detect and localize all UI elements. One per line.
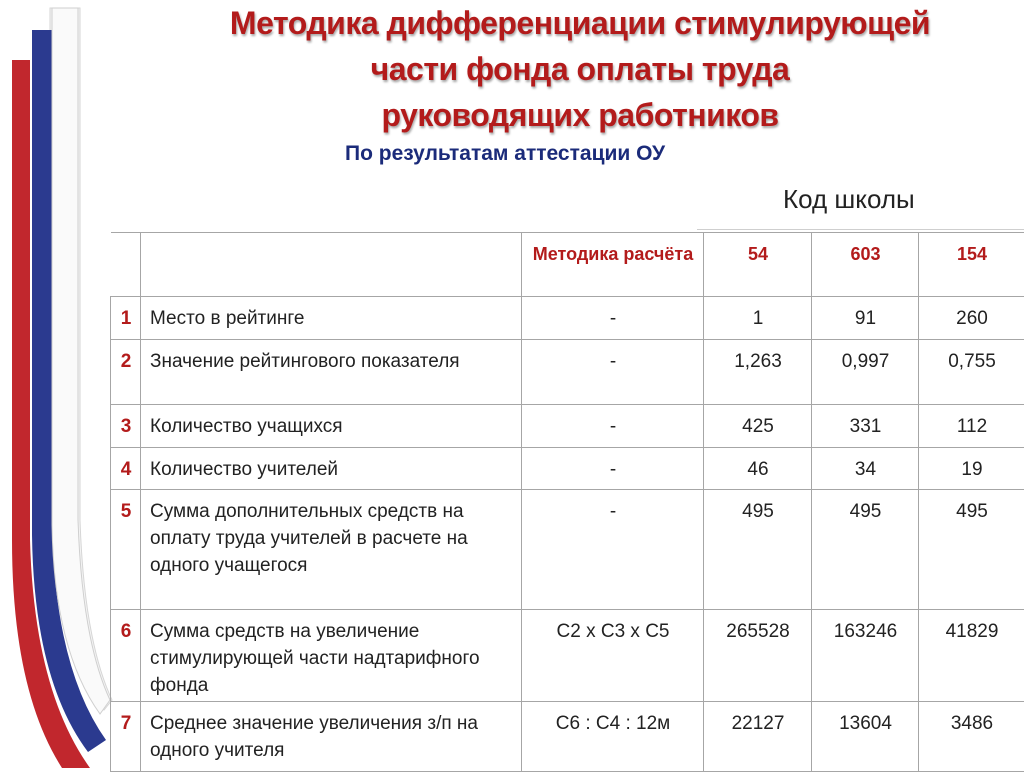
row-label: Сумма дополнительных средств на оплату труда учителей в расчете на одного учащегося (141, 490, 522, 610)
row-method: - (522, 490, 704, 610)
header-blank (141, 233, 522, 297)
row-number: 2 (111, 340, 141, 405)
row-value-3: 41829 (919, 610, 1024, 702)
row-value-2: 163246 (812, 610, 919, 702)
row-value-2: 495 (812, 490, 919, 610)
row-method: - (522, 297, 704, 340)
row-method: - (522, 405, 704, 448)
row-value-2: 34 (812, 448, 919, 490)
table-row (111, 297, 1024, 340)
row-method: С6 : С4 : 12м (522, 702, 704, 772)
row-method: - (522, 448, 704, 490)
row-value-1: 1 (704, 297, 812, 340)
title-line-2: части фонда оплаты труда (140, 46, 1020, 92)
row-method: - (522, 340, 704, 405)
row-label: Среднее значение увеличения з/п на одного учителя (141, 702, 522, 772)
row-number: 6 (111, 610, 141, 702)
table-row (111, 610, 1024, 702)
row-value-3: 3486 (919, 702, 1024, 772)
row-number: 7 (111, 702, 141, 772)
data-table (110, 232, 1024, 772)
school-code-underline (697, 229, 1024, 230)
header-school-1: 54 (704, 233, 812, 297)
row-value-3: 260 (919, 297, 1024, 340)
header-school-3: 154 (919, 233, 1024, 297)
header-method: Методика расчёта (522, 233, 704, 297)
row-label: Количество учащихся (141, 405, 522, 448)
row-method: С2 х С3 х С5 (522, 610, 704, 702)
table-row (111, 448, 1024, 490)
row-number: 4 (111, 448, 141, 490)
row-value-1: 495 (704, 490, 812, 610)
row-number: 5 (111, 490, 141, 610)
row-label: Значение рейтингового показателя (141, 340, 522, 405)
row-label: Место в рейтинге (141, 297, 522, 340)
row-number: 1 (111, 297, 141, 340)
title-line-1: Методика дифференциации стимулирующей (140, 0, 1020, 46)
row-value-1: 22127 (704, 702, 812, 772)
row-value-1: 425 (704, 405, 812, 448)
subtitle: По результатам аттестации ОУ (345, 142, 665, 166)
row-value-2: 13604 (812, 702, 919, 772)
row-number: 3 (111, 405, 141, 448)
table-row (111, 340, 1024, 405)
table-row (111, 702, 1024, 772)
tricolor-stripes-decoration (0, 0, 115, 768)
row-value-2: 91 (812, 297, 919, 340)
page-title (140, 0, 1020, 138)
row-value-2: 331 (812, 405, 919, 448)
row-value-3: 495 (919, 490, 1024, 610)
header-num-blank (111, 233, 141, 297)
table-row (111, 405, 1024, 448)
table-header-row (111, 233, 1024, 297)
white-front-stripe (52, 8, 110, 714)
row-label: Сумма средств на увеличение стимулирующей части надтарифного фонда (141, 610, 522, 702)
row-value-3: 19 (919, 448, 1024, 490)
row-value-2: 0,997 (812, 340, 919, 405)
row-label: Количество учителей (141, 448, 522, 490)
title-line-3: руководящих работников (140, 92, 1020, 138)
row-value-1: 46 (704, 448, 812, 490)
row-value-3: 0,755 (919, 340, 1024, 405)
header-school-2: 603 (812, 233, 919, 297)
row-value-1: 1,263 (704, 340, 812, 405)
row-value-1: 265528 (704, 610, 812, 702)
row-value-3: 112 (919, 405, 1024, 448)
school-code-label: Код школы (783, 184, 915, 215)
table-row (111, 490, 1024, 610)
